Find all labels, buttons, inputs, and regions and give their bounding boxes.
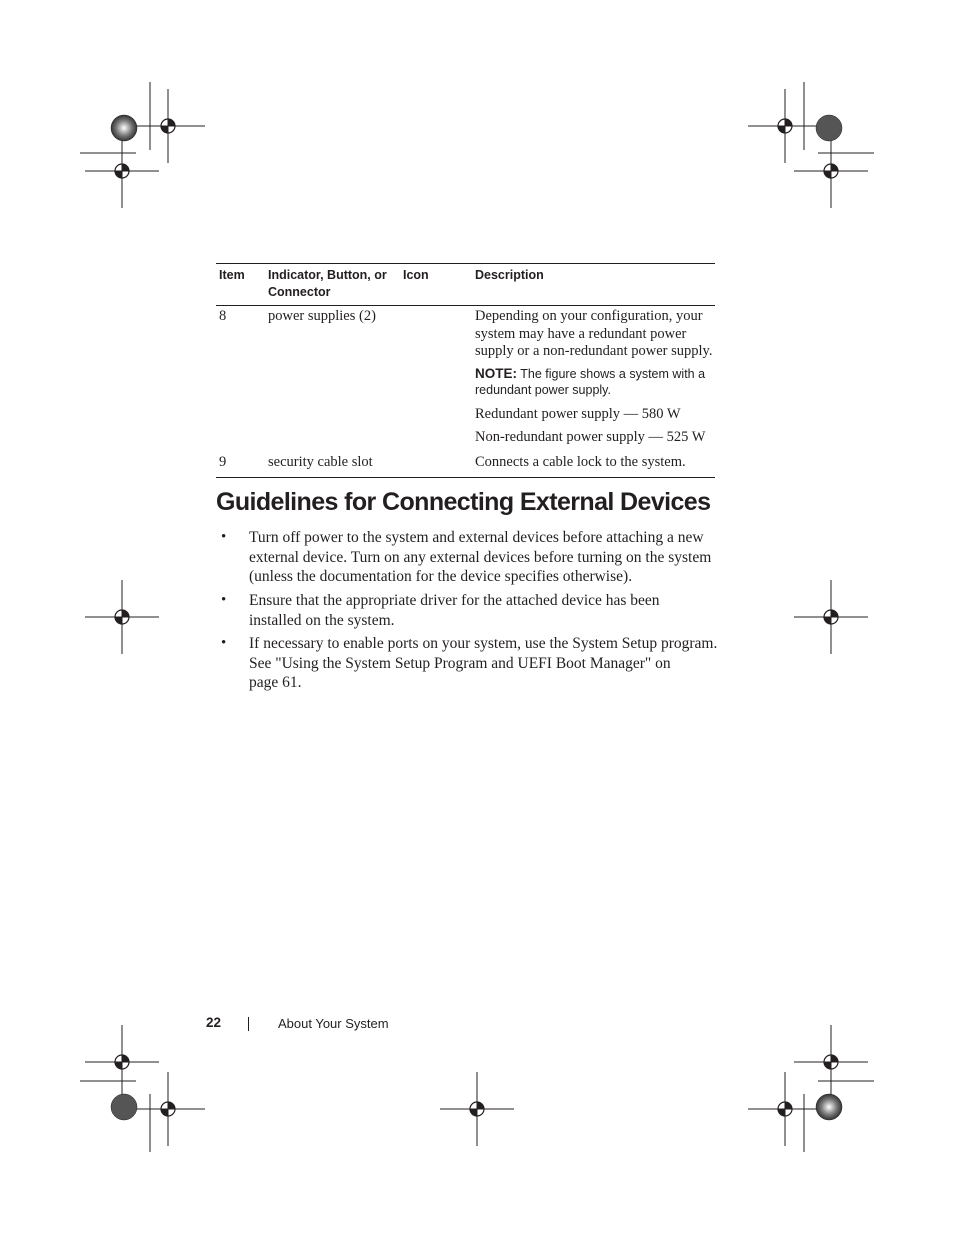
bullet-item-3: If necessary to enable ports on your system, use the System Setup program. See "Using the System Setup Program and UEFI Boot Manager" on page 61.	[249, 635, 718, 691]
row9-indicator: security cable slot	[268, 454, 373, 470]
row8-non-redundant: Non-redundant power supply — 525 W	[475, 429, 706, 445]
bullet-marker: •	[221, 635, 227, 651]
page-number: 22	[206, 1015, 222, 1030]
note-label: NOTE:	[475, 366, 517, 381]
header-description: Description	[475, 268, 544, 282]
row9-description: Connects a cable lock to the system.	[475, 454, 686, 470]
row8-note-cont: redundant power supply.	[475, 383, 611, 397]
row8-description: Depending on your configuration, your system may have a redundant power supply or a non-redundant power supply.	[475, 308, 713, 359]
header-indicator: Indicator, Button, or Connector	[268, 268, 387, 299]
footer-separator	[248, 1017, 249, 1031]
bullet-item-1: Turn off power to the system and external devices before attaching a new external device. Turn on any external devices before turning on the system (unless the documentation for the device specifies otherwise).	[249, 529, 712, 585]
header-item: Item	[219, 268, 245, 282]
row9-item: 9	[219, 454, 227, 470]
footer-chapter-title: About Your System	[278, 1016, 389, 1031]
table-top-rule	[216, 263, 715, 264]
section-heading: Guidelines for Connecting External Devices	[216, 488, 711, 516]
row8-item: 8	[219, 308, 227, 324]
bullet-marker: •	[221, 529, 227, 545]
bullet-item-2: Ensure that the appropriate driver for the attached device has been installed on the system.	[249, 592, 660, 629]
bullet-marker: •	[221, 592, 227, 608]
table-bottom-rule	[216, 477, 715, 478]
row8-indicator: power supplies (2)	[268, 308, 376, 324]
row8-note: NOTE: The figure shows a system with a	[475, 366, 706, 381]
table-header-rule	[216, 305, 715, 306]
header-icon: Icon	[403, 268, 429, 282]
row8-redundant: Redundant power supply — 580 W	[475, 406, 681, 422]
